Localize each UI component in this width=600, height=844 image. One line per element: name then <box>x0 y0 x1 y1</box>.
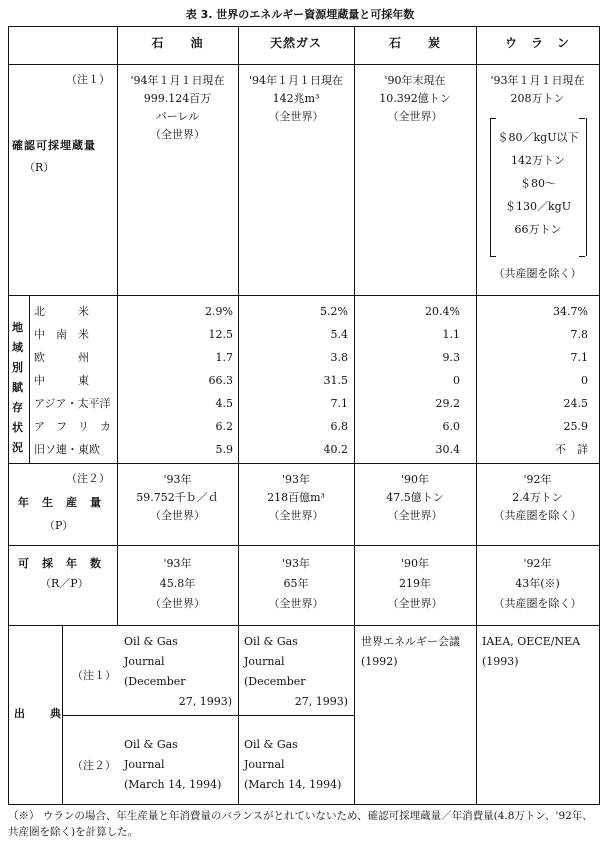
reserves-sub: （R） <box>24 161 55 174</box>
rp-sub: （R／P） <box>40 577 89 590</box>
reserves-oil: '94年１月１日現在 999.124百万 バーレル （全世界） <box>130 74 225 141</box>
source-gas-1: Oil & Gas Journal (December 27, 1993) <box>244 635 348 708</box>
production-note-label: （注２） <box>66 472 110 485</box>
region-name: 中 南 米 <box>34 328 89 341</box>
regional-side-label: 地 域 別 賦 存 状 況 <box>12 321 24 454</box>
region-name: 旧ソ連・東欧 <box>34 443 100 456</box>
rp-coal: '90年 219年 （全世界） <box>387 557 443 610</box>
rp-gas: '93年 65年 （全世界） <box>268 557 324 610</box>
uranium-reserve-note: （共産圏を除く） <box>493 267 582 280</box>
regional-coal: 20.4% 1.1 9.3 0 29.2 6.0 30.4 <box>425 305 460 456</box>
footnote-text: ウランの場合、年生産量と年消費量のバランスがとれていないため、確認可採埋蔵量／年消費量(4.8万トン、'92年、共産圏を除く)を計算した。 <box>8 810 593 838</box>
header-gas: 天然ガス <box>269 36 322 50</box>
rp-uranium: '92年 43年(※) （共産圏を除く） <box>493 557 582 610</box>
regional-oil: 2.9% 12.5 1.7 66.3 4.5 6.2 5.9 <box>205 305 233 456</box>
regional-gas: 5.2% 5.4 3.8 31.5 7.1 6.8 40.2 <box>320 305 348 456</box>
production-gas: '93年 218百億m³ （全世界） <box>267 473 325 522</box>
reserves-gas: '94年１月１日現在 142兆m³ （全世界） <box>248 74 344 123</box>
source-oil-1: Oil & Gas Journal (December 27, 1993) <box>124 635 232 708</box>
reserves-label: 確認可採埋蔵量 <box>12 139 96 152</box>
rp-label: 可 採 年 数 <box>18 557 102 570</box>
footnote-mark: （※） <box>8 810 40 822</box>
header-coal: 石 炭 <box>388 36 441 50</box>
header-uranium: ウ ラ ン <box>504 36 570 50</box>
region-name: 欧 州 <box>34 351 89 364</box>
rp-oil: '93年 45.8年 （全世界） <box>150 557 205 610</box>
sources-note2: （注２） <box>72 759 116 772</box>
reserves-note-label: （注１） <box>66 73 110 86</box>
sources-note1: （注１） <box>72 669 116 682</box>
table-title: 表 3. 世界のエネルギー資源埋蔵量と可採年数 <box>185 8 415 21</box>
region-name: アジア・太平洋 <box>34 397 111 410</box>
production-label: 年 生 産 量 <box>18 496 102 509</box>
production-coal: '90年 47.5億トン （全世界） <box>386 473 444 522</box>
header-oil: 石 油 <box>151 36 204 50</box>
source-coal: 世界エネルギー会議 (1992) <box>361 635 460 668</box>
production-sub: （P） <box>44 519 74 532</box>
region-name: ア フ リ カ <box>34 420 111 433</box>
production-oil: '93年 59.752千ｂ／ｄ （全世界） <box>136 473 219 522</box>
source-gas-2: Oil & Gas Journal (March 14, 1994) <box>244 738 342 791</box>
source-uranium: IAEA, OECE/NEA (1993) <box>482 635 581 668</box>
region-names <box>34 300 114 461</box>
footnote <box>8 808 598 840</box>
region-name: 北 米 <box>34 305 89 318</box>
reserves-coal: '90年末現在 10.392億トン （全世界） <box>379 74 451 123</box>
uranium-bracket-text: ＄80／kgU以下 142万トン ＄80～ ＄130／kgU 66万トン <box>497 131 579 236</box>
sources-label: 出 典 <box>14 707 62 720</box>
reserves-uranium: '93年１月１日現在 208万トン <box>490 74 585 105</box>
region-name: 中 東 <box>34 374 89 387</box>
production-uranium: '92年 2.4万トン （共産圏を除く） <box>493 473 582 522</box>
source-oil-2: Oil & Gas Journal (March 14, 1994) <box>124 738 222 791</box>
regional-uranium: 34.7% 7.8 7.1 0 24.5 25.9 不 詳 <box>553 305 588 456</box>
